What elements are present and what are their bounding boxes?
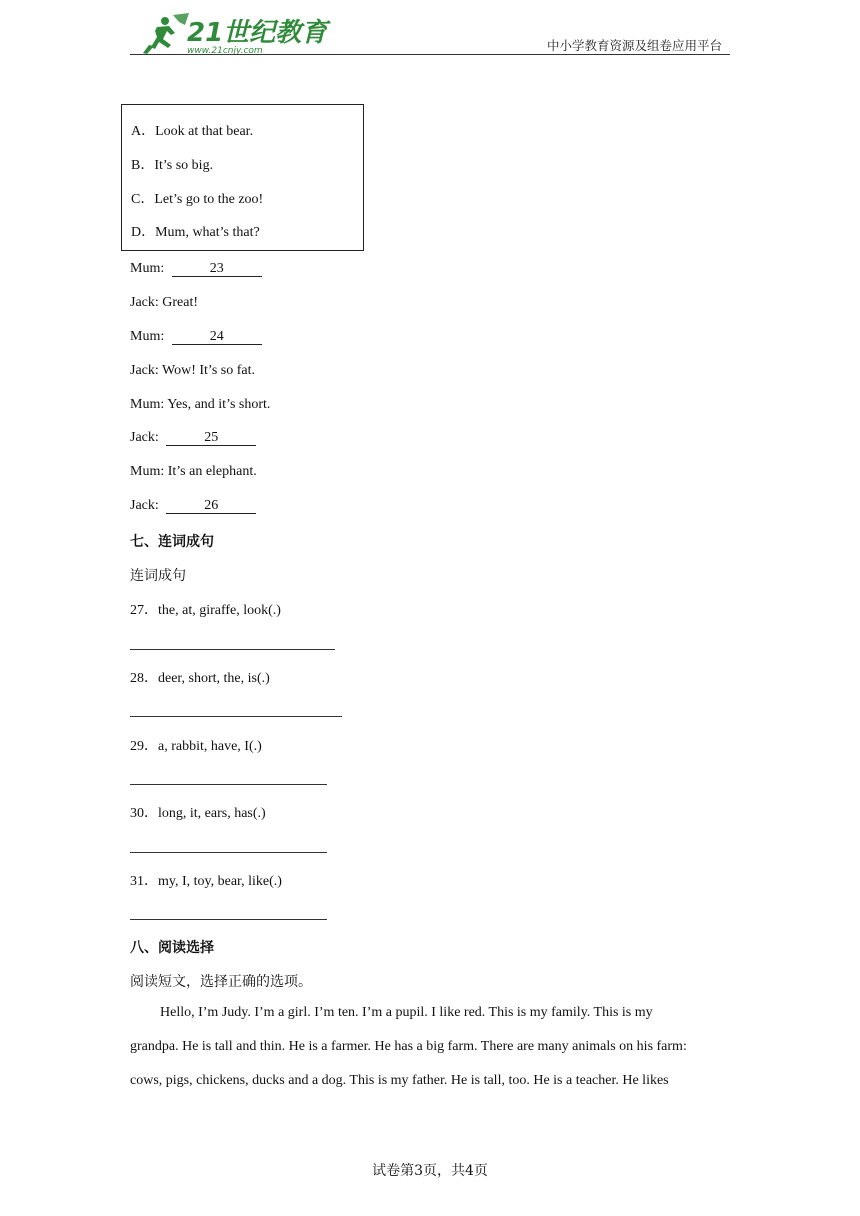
option-b: B．It’s so big.: [131, 158, 214, 173]
dialogue-line: Mum: 23: [130, 261, 262, 277]
section-title: 八、阅读选择: [130, 940, 214, 956]
question-31: 31．my, I, toy, bear, like(.): [130, 874, 282, 889]
reading-paragraph-line: Hello, I’m Judy. I’m a girl. I’m ten. I’m a pupil. I like red. This is my family. This is my: [160, 1005, 653, 1020]
site-logo: [135, 11, 328, 57]
svg-text:www.21cnjy.com: www.21cnjy.com: [187, 46, 263, 56]
page-header: [130, 8, 730, 56]
dialogue-line: Mum: Yes, and it’s short.: [130, 397, 271, 412]
answer-line-30[interactable]: [130, 852, 327, 853]
answer-line-27[interactable]: [130, 649, 335, 650]
section-title: 七、连词成句: [130, 534, 214, 550]
section-instruction: 阅读短文，选择正确的选项。: [130, 974, 312, 990]
question-27: 27．the, at, giraffe, look(.): [130, 603, 281, 618]
blank-23[interactable]: 23: [172, 262, 262, 277]
options-box: [121, 104, 364, 251]
option-a: A．Look at that bear.: [131, 124, 254, 139]
reading-paragraph-line: grandpa. He is tall and thin. He is a farmer. He has a big farm. There are many animals on his farm:: [130, 1039, 687, 1054]
dialogue-line: Mum: It’s an elephant.: [130, 464, 257, 479]
option-c: C．Let’s go to the zoo!: [131, 192, 264, 207]
question-28: 28．deer, short, the, is(.): [130, 671, 270, 686]
question-30: 30．long, it, ears, has(.): [130, 806, 266, 821]
blank-26[interactable]: 26: [166, 499, 256, 514]
header-rule: [130, 54, 730, 55]
question-29: 29．a, rabbit, have, I(.): [130, 739, 262, 754]
page-footer: 试卷第3页，共4页: [372, 1163, 488, 1179]
option-d: D．Mum, what’s that?: [131, 225, 260, 240]
answer-line-31[interactable]: [130, 919, 327, 920]
dialogue-line: Jack: 26: [130, 498, 256, 514]
dialogue-line: Jack: Great!: [130, 295, 199, 310]
answer-line-29[interactable]: [130, 784, 327, 785]
header-platform-text: 中小学教育资源及组卷应用平台: [546, 38, 722, 53]
reading-paragraph-line: cows, pigs, chickens, ducks and a dog. This is my father. He is tall, too. He is a teacher. He likes: [130, 1073, 669, 1088]
svg-text:21世纪教育: 21世纪教育: [187, 18, 328, 48]
answer-line-28[interactable]: [130, 716, 342, 717]
blank-24[interactable]: 24: [172, 330, 262, 345]
dialogue-line: Jack: Wow! It’s so fat.: [130, 363, 255, 378]
dialogue-line: Mum: 24: [130, 329, 262, 345]
section-instruction: 连词成句: [130, 568, 186, 584]
dialogue-line: Jack: 25: [130, 430, 256, 446]
blank-25[interactable]: 25: [166, 431, 256, 446]
